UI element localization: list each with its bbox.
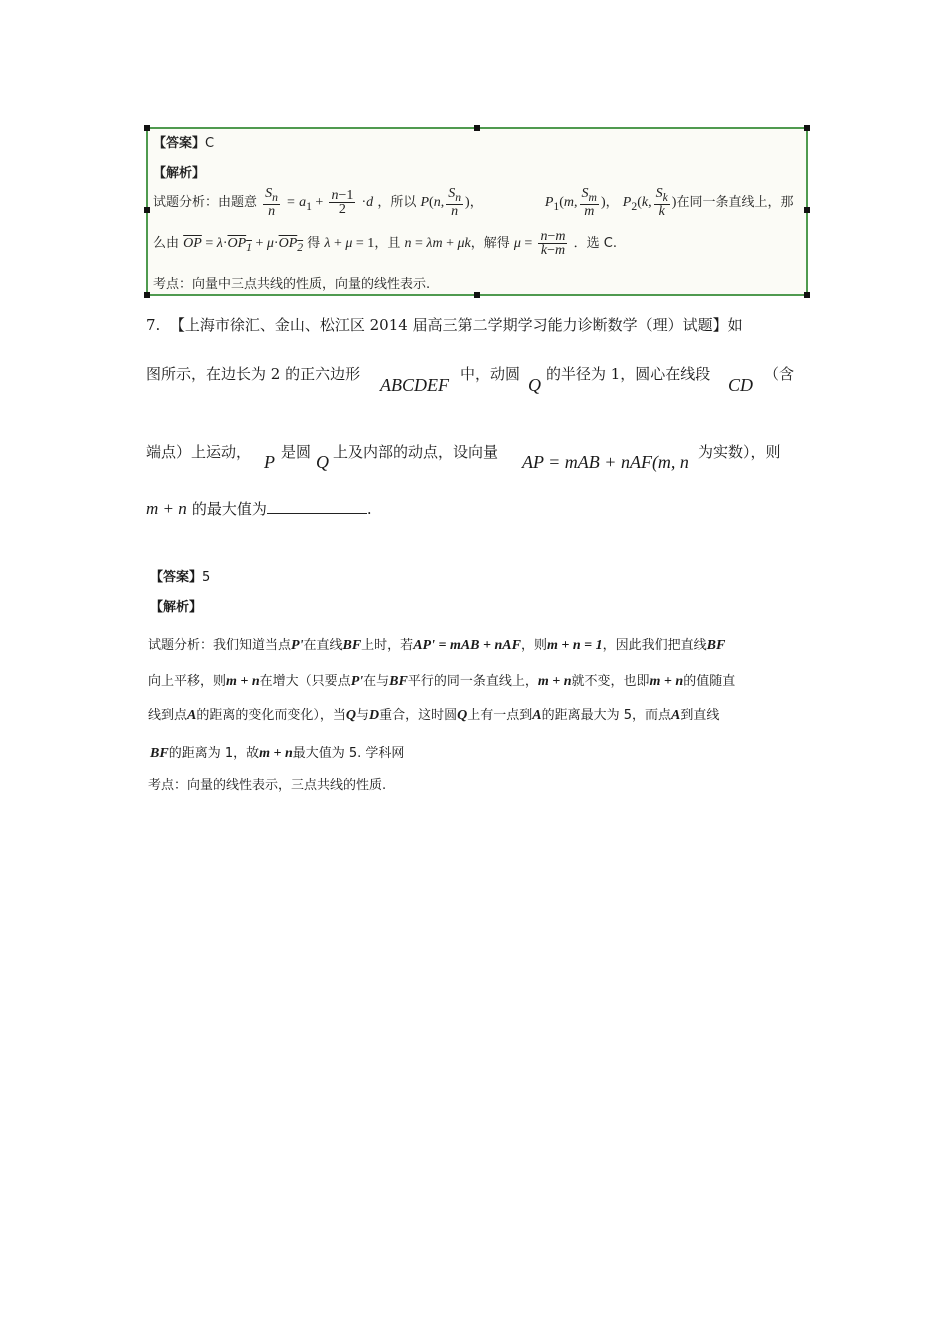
question-7-line-2: 图所示，在边长为 2 的正六边形 [146, 365, 361, 383]
kaodian-line: 考点：向量的线性表示，三点共线的性质. [148, 778, 387, 793]
resize-handle[interactable] [474, 292, 480, 298]
segment-cd-label: CD [728, 375, 754, 395]
box-kaodian: 考点：向量中三点共线的性质，向量的线性表示. [153, 277, 431, 292]
analysis-paragraph-line-3: 线到点A的距离的变化而变化），当Q与D重合，这时圆Q上有一点到A的距离最大为 5，而点A到直线 [148, 708, 720, 723]
scanned-answer-image [146, 127, 808, 296]
analysis-paragraph-line-2: 向上平移，则m + n在增大（只要点P'在与BF平行的同一条直线上，m + n就不变，也即m + n的值随直 [148, 674, 736, 689]
answer-blank [267, 501, 367, 514]
circle-q-label: Q [528, 375, 541, 395]
resize-handle[interactable] [144, 292, 150, 298]
q7-text: 是圆 [281, 443, 312, 461]
analysis-paragraph-line-1: 试题分析：我们知道当点P'在直线BF上时，若AP' = mAB + nAF，则m + n = 1，因此我们把直线BF [148, 638, 726, 653]
resize-handle[interactable] [804, 125, 810, 131]
vector-equation: AP = mAB + nAF(m, n [522, 452, 689, 472]
analysis-paragraph-line-4: BF的距离为 1，故m + n最大值为 5. 学科网 [150, 746, 405, 761]
q7-text: 为实数），则 [698, 443, 781, 461]
box-analysis-line-2: 么由 $\overline{OP} = \lambda\cdot OP_1 + \mu\cdot OP_2$ 得 λ + μ = 1，且 n = λm + μk，解得 μ = $\frac{n-m}{k-m}$ ．选 C. [153, 229, 617, 258]
question-7-line-4: m + n 的最大值为 . [146, 499, 372, 518]
resize-handle[interactable] [474, 125, 480, 131]
analysis-label: 【解析】 [150, 600, 203, 615]
resize-handle[interactable] [804, 207, 810, 213]
resize-handle[interactable] [144, 207, 150, 213]
hexagon-label: ABCDEF [380, 375, 449, 395]
box-answer-line: 【答案】C [153, 136, 215, 151]
question-7-line-1: 7. 【上海市徐汇、金山、松江区 2014 届高三第二学期学习能力诊断数学（理）试题】如 [146, 316, 743, 334]
resize-handle[interactable] [144, 125, 150, 131]
resize-handle[interactable] [804, 292, 810, 298]
q7-text: 中，动圆 [460, 365, 521, 383]
q7-text: 的半径为 1，圆心在线段 [546, 365, 711, 383]
box-analysis-label: 【解析】 [153, 166, 206, 181]
point-p-label: P [264, 452, 275, 472]
q7-text: （含 [764, 365, 795, 383]
circle-q-label: Q [316, 452, 329, 472]
answer-line: 【答案】5 [150, 570, 211, 585]
question-7-line-3: 端点）上运动， [146, 443, 252, 461]
box-analysis-line-1: 试题分析：由题意 $\frac{S_n}{n}$ = $a_1$ + $\frac{n-1}{2}$ ·d ，所以 P(n, $\frac{S_n}{n}$ )， $P_1(m$, $\frac{S_m}{m}$ )， $P_2(k$, $\frac{S_k}{k}$ )在同一条直线上，那 [153, 186, 794, 219]
q7-text: 上及内部的动点，设向量 [333, 443, 499, 461]
